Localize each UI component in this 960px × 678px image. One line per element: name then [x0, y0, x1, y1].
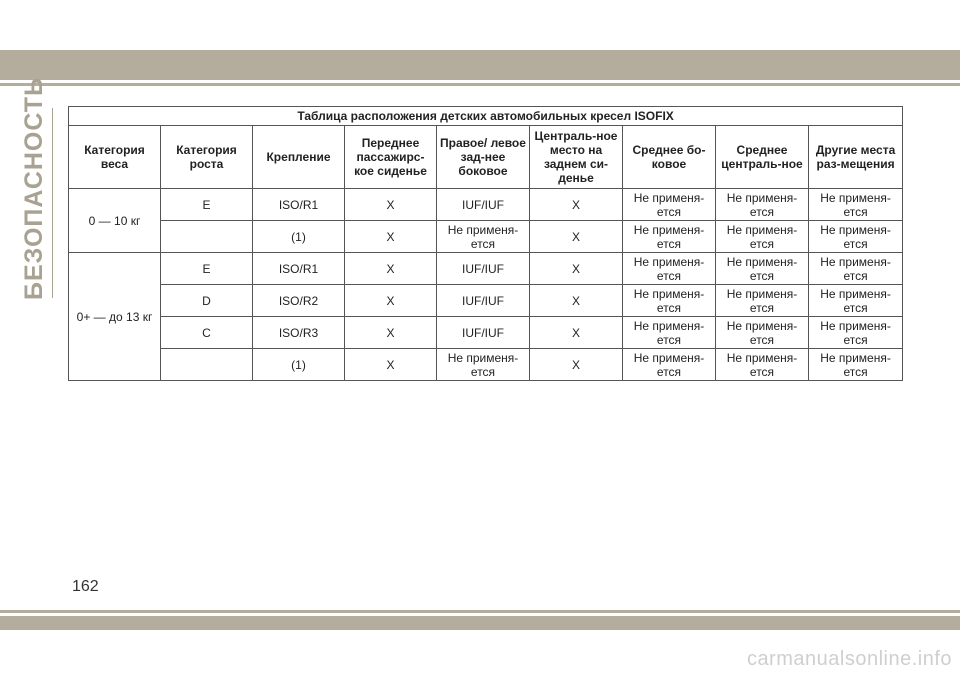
table-cell: Не применя-ется [623, 285, 716, 317]
section-title-rule [52, 108, 53, 298]
table-cell: X [345, 317, 437, 349]
table-cell: IUF/IUF [437, 317, 530, 349]
table-cell: Не применя-ется [623, 221, 716, 253]
header-rule [0, 83, 960, 86]
table-row [69, 253, 903, 285]
table-cell: X [530, 317, 623, 349]
table-row [69, 221, 903, 253]
table-cell: Не применя-ется [437, 221, 530, 253]
table-row [69, 189, 903, 221]
footer-band [0, 616, 960, 630]
table-cell: E [161, 189, 253, 221]
table-cell: Не применя-ется [809, 221, 903, 253]
column-header: Категория веса [69, 126, 161, 189]
table-cell: X [345, 253, 437, 285]
table-cell: X [345, 349, 437, 381]
column-header: Среднее бо-ковое [623, 126, 716, 189]
column-header: Централь-ное место на заднем си-денье [530, 126, 623, 189]
table-cell: X [530, 349, 623, 381]
table-cell: ISO/R2 [253, 285, 345, 317]
column-header: Переднее пассажирс-кое сиденье [345, 126, 437, 189]
table-cell: X [530, 221, 623, 253]
column-header: Другие места раз-мещения [809, 126, 903, 189]
weight-category-cell: 0+ — до 13 кг [69, 253, 161, 381]
watermark-text: carmanualsonline.info [746, 648, 952, 670]
table-cell: (1) [253, 221, 345, 253]
table-cell: Не применя-ется [809, 253, 903, 285]
table-cell: Не применя-ется [809, 285, 903, 317]
table-cell: X [345, 285, 437, 317]
table-cell: C [161, 317, 253, 349]
table-cell: ISO/R1 [253, 253, 345, 285]
table-cell: X [530, 285, 623, 317]
table-cell: Не применя-ется [716, 285, 809, 317]
table-cell: Не применя-ется [809, 189, 903, 221]
table-cell: Не применя-ется [623, 189, 716, 221]
table-cell: Не применя-ется [716, 253, 809, 285]
table-header-row [69, 126, 903, 189]
table-cell: Не применя-ется [809, 317, 903, 349]
table-cell: Не применя-ется [716, 349, 809, 381]
table-cell [161, 349, 253, 381]
table-cell: X [345, 189, 437, 221]
table-cell: X [530, 253, 623, 285]
table-body [69, 189, 903, 381]
table-cell: X [530, 189, 623, 221]
column-header: Категория роста [161, 126, 253, 189]
table-cell: IUF/IUF [437, 189, 530, 221]
table-cell: IUF/IUF [437, 285, 530, 317]
header-band [0, 50, 960, 80]
isofix-table [68, 106, 903, 381]
table-cell: E [161, 253, 253, 285]
table-cell: Не применя-ется [623, 253, 716, 285]
section-title: БЕЗОПАСНОСТЬ [20, 76, 48, 300]
table-cell: Не применя-ется [437, 349, 530, 381]
footer-rule [0, 610, 960, 613]
table-row [69, 317, 903, 349]
table-cell: ISO/R3 [253, 317, 345, 349]
column-header: Среднее централь-ное [716, 126, 809, 189]
table-cell: X [345, 221, 437, 253]
table-cell: Не применя-ется [716, 221, 809, 253]
table-cell: (1) [253, 349, 345, 381]
table-cell: Не применя-ется [716, 317, 809, 349]
table-row [69, 349, 903, 381]
weight-category-cell: 0 — 10 кг [69, 189, 161, 253]
table-cell: Не применя-ется [623, 349, 716, 381]
page-number: 162 [72, 578, 99, 595]
table-cell: Не применя-ется [716, 189, 809, 221]
table-caption: Таблица расположения детских автомобильных кресел ISOFIX [69, 107, 903, 126]
table-cell: D [161, 285, 253, 317]
table-row [69, 285, 903, 317]
table-cell [161, 221, 253, 253]
table-cell: Не применя-ется [809, 349, 903, 381]
table-cell: Не применя-ется [623, 317, 716, 349]
table-cell: ISO/R1 [253, 189, 345, 221]
column-header: Правое/ левое зад-нее боковое [437, 126, 530, 189]
column-header: Крепление [253, 126, 345, 189]
table-cell: IUF/IUF [437, 253, 530, 285]
